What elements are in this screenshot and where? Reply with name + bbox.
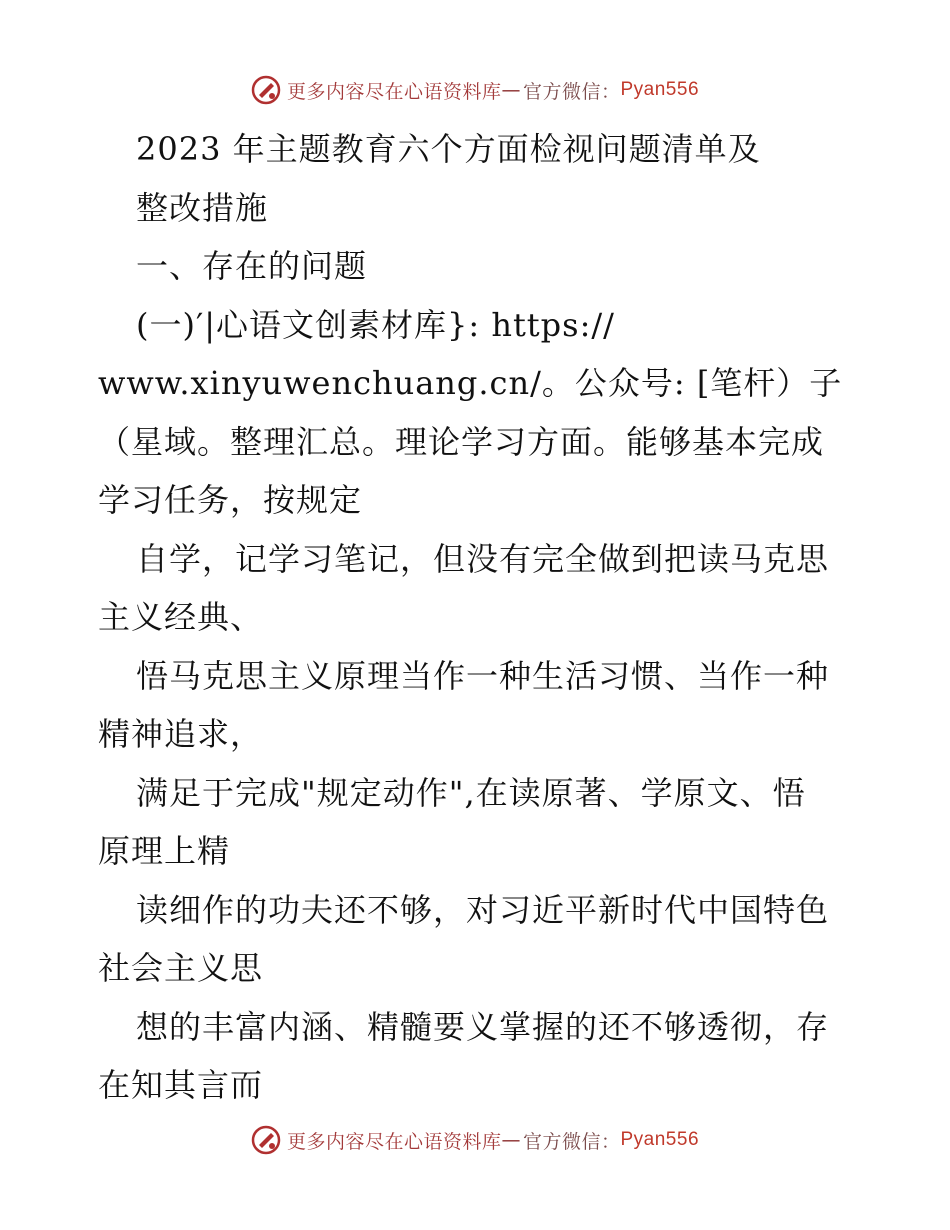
brand-logo-icon xyxy=(251,75,281,105)
banner-dash: — xyxy=(501,79,521,101)
doc-line: 一、存在的问题 xyxy=(136,247,368,285)
doc-line: 精神追求， xyxy=(98,715,264,753)
doc-line: 原理上精 xyxy=(98,832,231,870)
banner-promo-text: 更多内容尽在心语资料库 xyxy=(286,1130,502,1153)
banner-wechat-label: 官方微信： xyxy=(522,80,621,103)
banner-promo-text: 更多内容尽在心语资料库 xyxy=(286,80,502,103)
banner-wechat-handle: Pyan556 xyxy=(620,79,700,100)
banner-wechat-handle: Pyan556 xyxy=(620,1129,700,1150)
doc-line: 学习任务，按规定 xyxy=(98,481,363,519)
doc-line: (一)′|心语文创素材库}: https:// xyxy=(136,305,615,344)
doc-line: 主义经典、 xyxy=(98,598,264,636)
doc-line: 悟马克思主义原理当作一种生活习惯、当作一种 xyxy=(136,656,830,695)
header-banner xyxy=(0,70,950,110)
doc-line: 想的丰富内涵、精髓要义掌握的还不够透彻，存 xyxy=(136,1007,830,1046)
brand-logo-icon xyxy=(251,1125,281,1155)
document-body xyxy=(98,120,858,1115)
doc-line: 社会主义思 xyxy=(98,949,264,987)
doc-line: 整改措施 xyxy=(136,188,269,227)
doc-line: 2023 年主题教育六个方面检视问题清单及 xyxy=(136,130,761,168)
doc-line: 满足于完成"规定动作",在读原著、学原文、悟 xyxy=(136,773,806,812)
doc-line: （星域。整理汇总。理论学习方面。能够基本完成 xyxy=(98,422,825,461)
doc-line: 读细作的功夫还不够，对习近平新时代中国特色 xyxy=(136,890,830,929)
doc-line: 在知其言而 xyxy=(98,1066,264,1104)
doc-line: www.xinyuwenchuang.cn/。公众号: [笔杆）子 xyxy=(98,364,843,402)
banner-wechat-label: 官方微信： xyxy=(522,1130,621,1153)
footer-banner xyxy=(0,1120,950,1160)
doc-line: 自学，记学习笔记，但没有完全做到把读马克思 xyxy=(136,539,830,578)
banner-dash: — xyxy=(501,1129,521,1151)
